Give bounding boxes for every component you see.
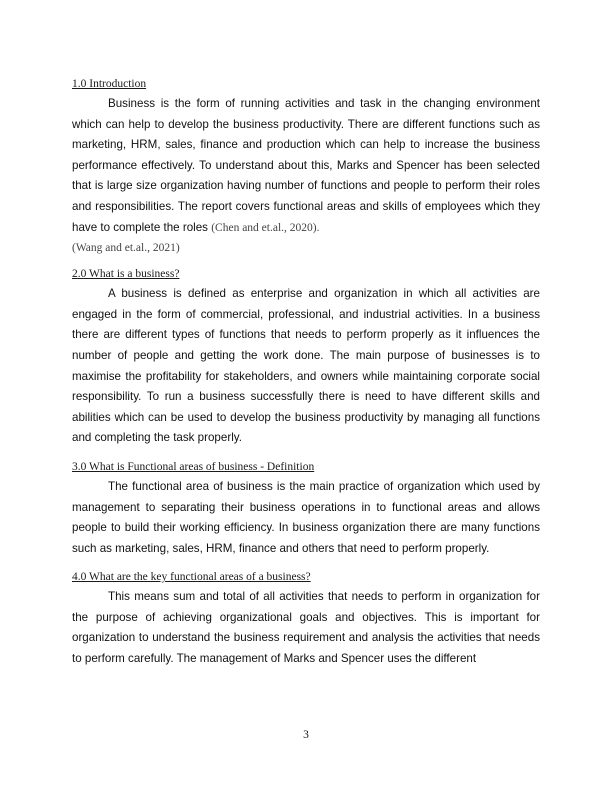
spacer bbox=[72, 256, 540, 266]
section-heading-functional-areas-definition: 3.0 What is Functional areas of business - Definition bbox=[72, 460, 315, 473]
spacer bbox=[72, 449, 540, 459]
section-paragraph-introduction bbox=[72, 94, 540, 238]
page-number: 3 bbox=[303, 729, 309, 741]
spacer bbox=[72, 559, 540, 569]
section-paragraph-what-is-business: A business is defined as enterprise and organization in which all activities are engaged in the form of commercial, professional, and industrial activities. In a business there are different types of functions that needs to perform properly as it influences the number of people and getting the work done. The main purpose of businesses is to maximise the profitability for stakeholders, and owners while maintaining corporate social responsibility. To run a business successfully there is need to have different skills and abilities which can be used to develop the business productivity by managing all functions and completing the task properly. bbox=[72, 287, 540, 445]
section-paragraph-key-functional-areas: This means sum and total of all activities that needs to perform in organization for the purpose of achieving organizational goals and objectives. This is important for organization to understand the business requirement and analysis the activities that needs to perform carefully. The management of Marks and Spencer uses the different bbox=[72, 590, 540, 666]
section-paragraph-functional-areas-definition: The functional area of business is the main practice of organization which used by management to separating their business operations in to functional areas and allows people to build their working efficiency. In business organization there are many functions such as marketing, sales, HRM, finance and others that need to perform properly. bbox=[72, 479, 540, 555]
section-heading-key-functional-areas: 4.0 What are the key functional areas of a business? bbox=[72, 571, 311, 584]
inline-citation: (Chen and et.al., 2020). bbox=[211, 221, 320, 234]
section-heading-what-is-business: 2.0 What is a business? bbox=[72, 268, 180, 281]
paragraph-text: Business is the form of running activities and task in the changing environment which can help to develop the business productivity. There are different functions such as marketing, HRM, sales, finance and production which can help to increase the business performance effectively. To understand about this, Marks and Spencer has been selected that is large size organization having number of functions and people to perform their roles and responsibilities. The report covers functional areas and skills of employees which they have to complete the roles bbox=[72, 97, 540, 234]
section-heading-introduction: 1.0 Introduction bbox=[72, 78, 147, 90]
citation-line: (Wang and et.al., 2021) bbox=[72, 242, 180, 255]
page-content bbox=[72, 76, 540, 670]
